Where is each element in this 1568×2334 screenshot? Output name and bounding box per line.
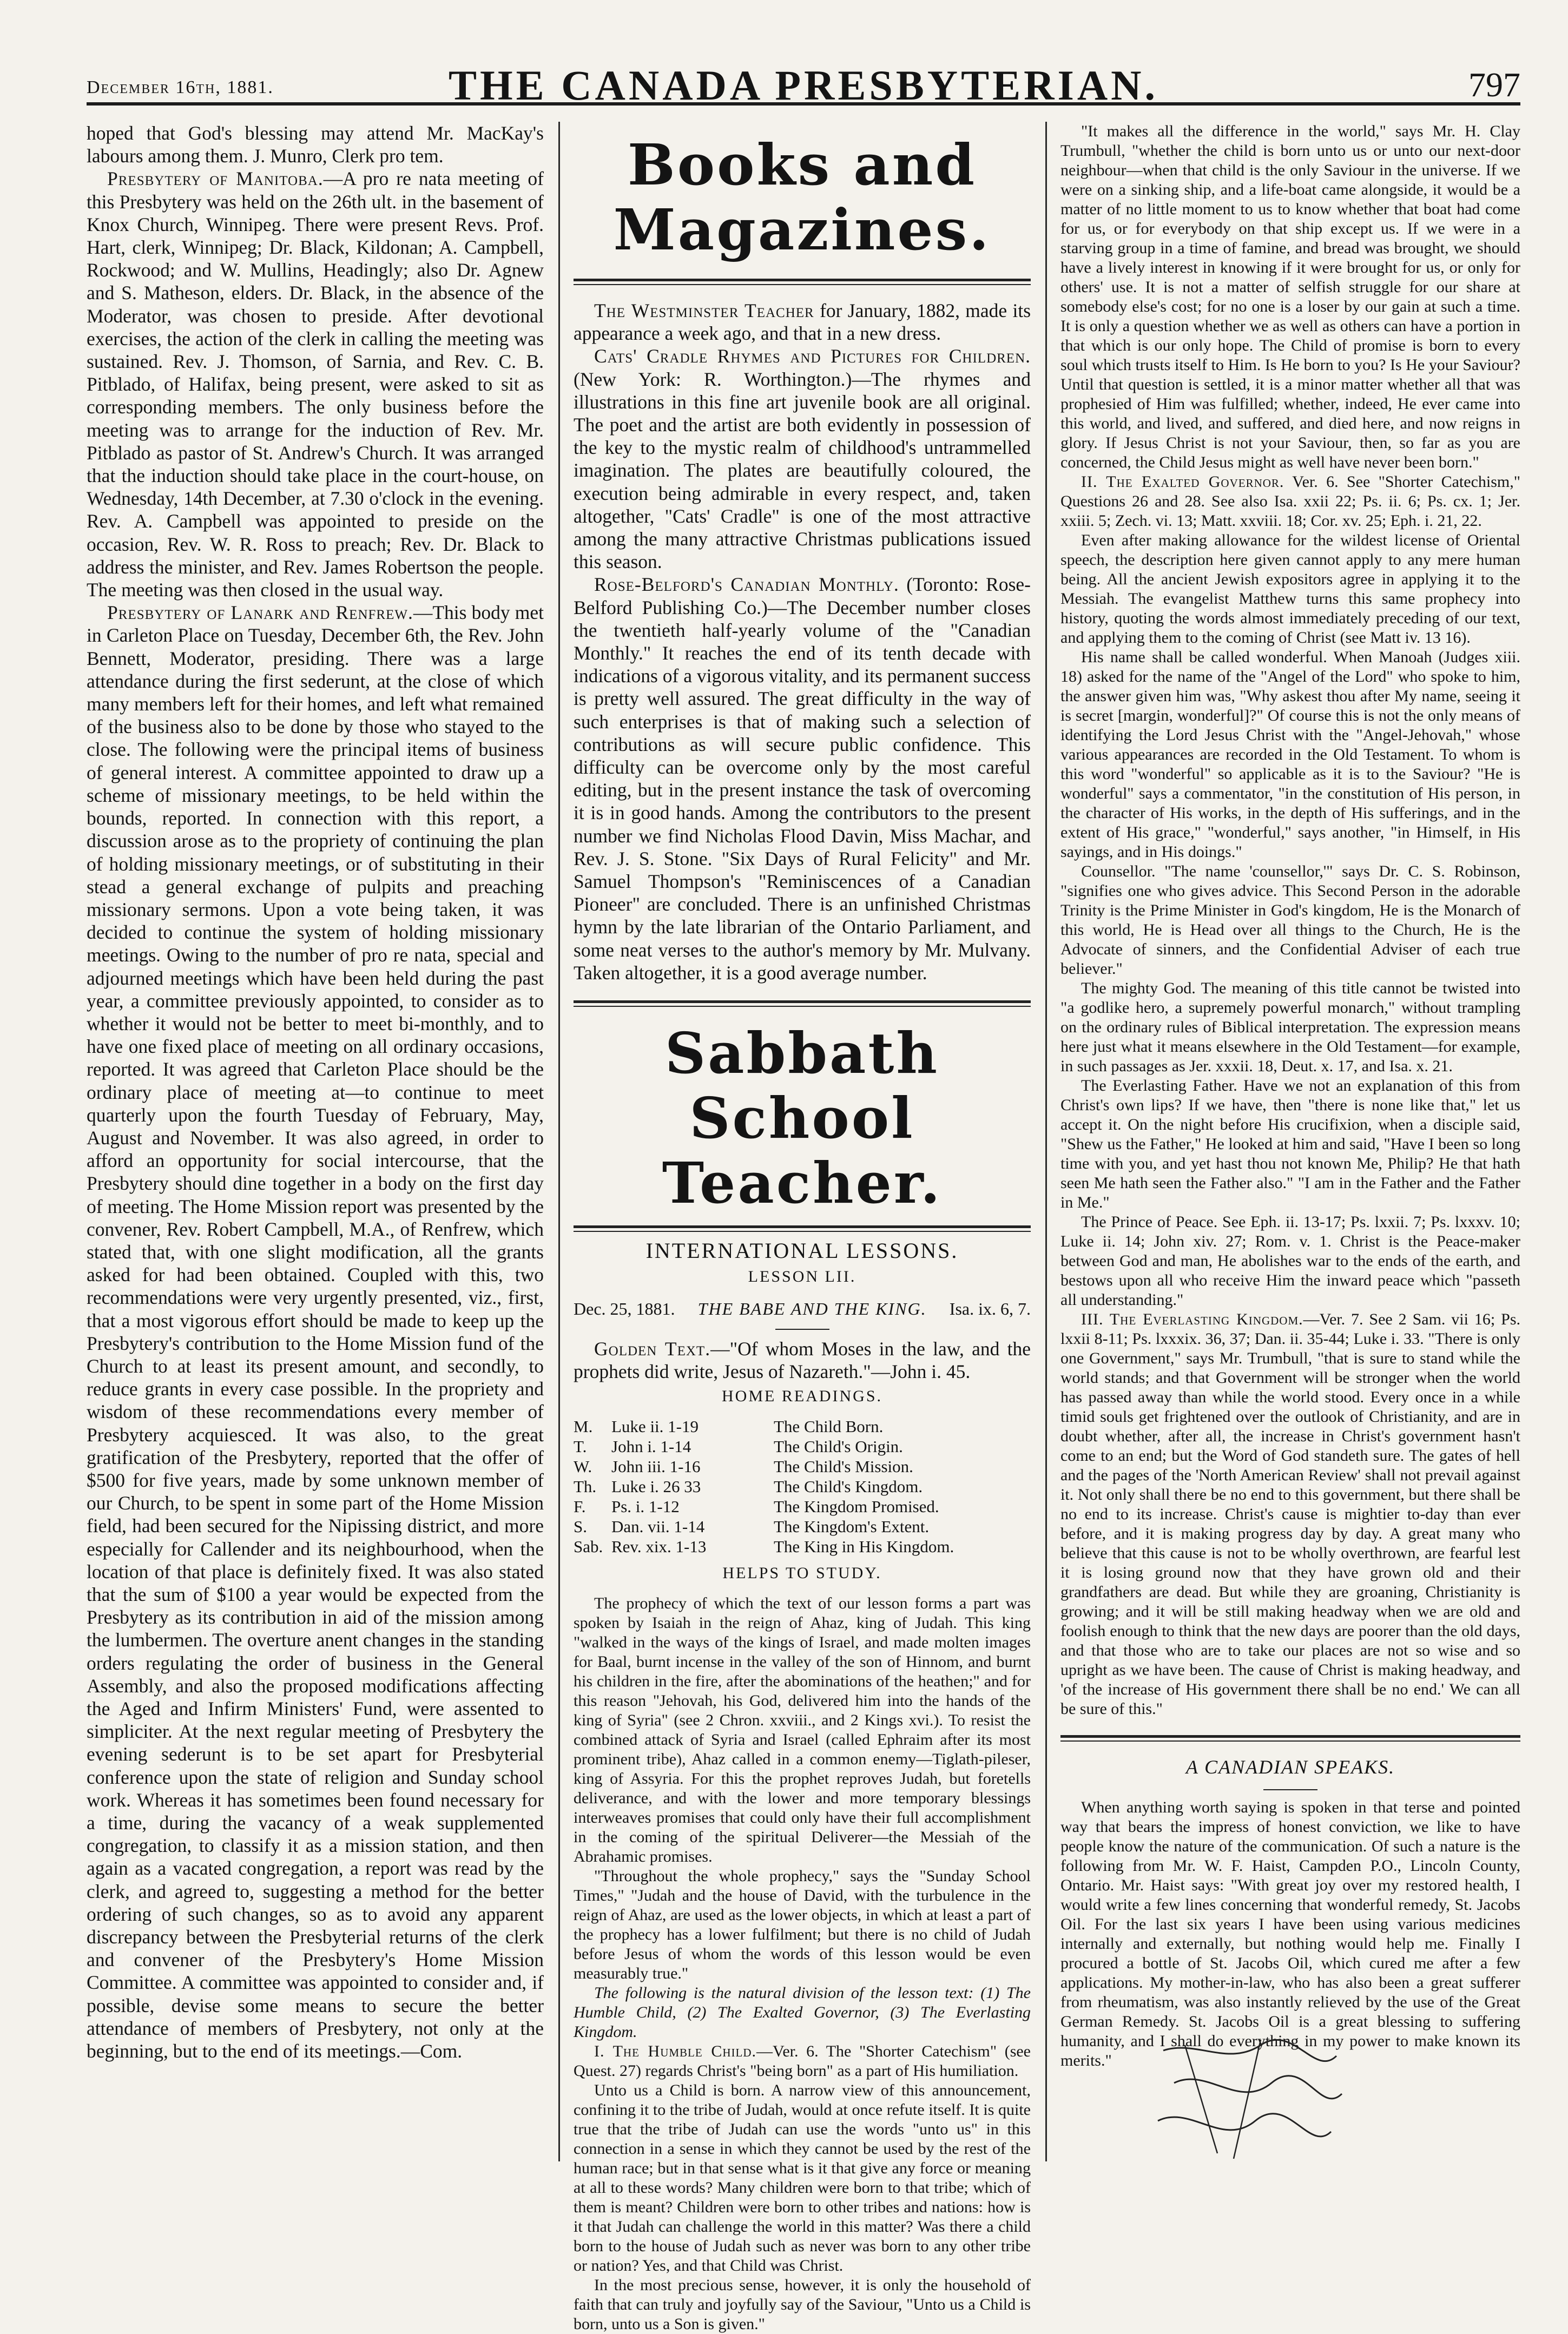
review-canadian-monthly — [574, 573, 1031, 984]
paragraph-text: Ver. 6. See "Shorter Catechism," Questions 26 and 28. See also Isa. xxii 22; Ps. ii. 6; Ps. cx. 1; Jer. xxiii. 5; Zech. vi. 13; Matt. xxviii. 18; Cor. xv. 25; Eph. i. 21, 22. — [1060, 473, 1520, 530]
lesson-title: THE BABE AND THE KING. — [697, 1298, 927, 1318]
page-number: 797 — [1468, 65, 1520, 104]
review-text: for January, 1882, made its appearance a week ago, and that in a new dress. — [574, 300, 1031, 345]
column-divider — [1045, 122, 1047, 2161]
helps-paragraph: The following is the natural division of the lesson text: (1) The Humble Child, (2) The Exalted Governor, (3) The Everlasting Kingdom. — [574, 1983, 1031, 2041]
divider — [574, 1000, 1031, 1007]
column-right — [1060, 122, 1520, 2167]
home-readings-table — [574, 1416, 1031, 1557]
reading-day: F. — [574, 1497, 586, 1517]
reading-ref: Ps. i. 1-12 — [611, 1497, 680, 1517]
reading-title: The King in His Kingdom. — [774, 1537, 954, 1557]
reading-day: W. — [574, 1457, 592, 1476]
section-lead: Presbytery of Lanark and Renfrew. — [107, 602, 413, 624]
helps-paragraph: The prophecy of which the text of our lesson forms a part was spoken by Isaiah in the reign of Ahaz, king of Judah. This king "walked in the ways of the kings of Israel, and made molten images for Baal, burnt incense in the valley of the son of Hinnom, and burnt his children in the fire, after the abominations of the heathen;" and for this reason "Jehovah, his God, delivered him into the hands of the king of Syria" (see 2 Chron. xxviii., and 2 Kings xvi.). To resist the combined attack of Syria and Israel (called Ephraim after its most prominent tribe), Ahaz called in a common enemy—Tiglath-pileser, king of Assyria. For this the prophet reproves Judah, but foretells deliverance, and with the lower and more temporary blessings interweaves promises that could only have their full accomplishment in the coming of the spiritual Deliverer—the Messiah of the Abrahamic promises. — [574, 1594, 1031, 1865]
column-divider — [558, 122, 560, 2161]
reading-row — [574, 1537, 1031, 1557]
reading-title: The Kingdom Promised. — [774, 1497, 939, 1517]
reading-ref: Dan. vii. 1-14 — [611, 1517, 705, 1537]
sabbath-banner — [574, 1021, 1031, 1216]
paragraph-text: —Ver. 6. The "Shorter Catechism" (see Quest. 27) regards Christ's "being born" as a part of His humiliation. — [574, 2042, 1031, 2080]
reading-ref: Luke i. 26 33 — [611, 1477, 701, 1496]
divider — [775, 1329, 829, 1330]
lessons-heading: INTERNATIONAL LESSONS. — [645, 1238, 959, 1263]
reading-title: The Child Born. — [774, 1417, 884, 1436]
home-readings-heading: HOME READINGS. — [722, 1387, 882, 1406]
banner-text: Books and Magazines. — [613, 131, 991, 263]
helps-heading: HELPS TO STUDY. — [722, 1564, 882, 1583]
section-lead: III. The Everlasting Kingdom. — [1081, 1310, 1303, 1328]
issue-date: December 16th, 1881. — [87, 77, 274, 97]
paragraph: The Prince of Peace. See Eph. ii. 13-17; Ps. lxxii. 7; Ps. lxxxv. 10; Luke ii. 14; John xiv. 27; Rom. v. 1. Christ is the Peace-maker between God and man, He abolishes war to the ends of the earth, and bestows upon all who receive Him the inward peace which "passeth all understanding." — [1060, 1213, 1520, 1309]
reading-day: T. — [574, 1437, 587, 1456]
paragraph: Even after making allowance for the wildest license of Oriental speech, the description here given cannot apply to any mere human being. All the ancient Jewish expositors agree in applying it to the Messiah. The evangelist Matthew turns this same prophecy into history, quoting the words almost immediately preceding of our text, and applying them to the coming of Christ (see Matt iv. 13 16). — [1060, 531, 1520, 647]
books-banner — [574, 133, 1031, 262]
helps-paragraph: In the most precious sense, however, it is only the household of faith that can truly and joyfully say of the Saviour, "Unto us a Child is born, unto us a Son is given." — [574, 2276, 1031, 2333]
paragraph-text: —A pro re nata meeting of this Presbytery was held on the 26th ult. in the basement of Knox Church, Winnipeg. There were present Revs. Prof. Hart, clerk, Winnipeg; Dr. Black, Kildonan; A. Campbell, Rockwood; and W. Mullins, Headingly; also Dr. Agnew and S. Matheson, elders. Dr. Black, in the absence of the Moderator, was chosen to preside. After devotional exercises, the action of the clerk in calling the meeting was sustained. Rev. J. Thomson, of Sarnia, and Rev. C. B. Pitblado, of Halifax, being present, were asked to sit as corresponding members. The only business before the meeting was to arrange for the induction of Rev. Mr. Pitblado as pastor of St. Andrew's Church. It was arranged that the induction should take place in the court-house, on Wednesday, 14th December, at 7.30 o'clock in the evening. Rev. A. Campbell was appointed to preside on the occasion, Rev. W. R. Ross to preach; Rev. Dr. Black to address the minister, and Rev. James Robertson the people. The meeting was then closed in the usual way. — [87, 168, 544, 601]
review-title: The Westminster Teacher — [594, 300, 814, 321]
section-lead: I. The Humble Child. — [594, 2042, 756, 2060]
reading-row — [574, 1456, 1031, 1476]
paragraph-text: —Ver. 7. See 2 Sam. vii 16; Ps. lxxii 8-11; Ps. lxxxix. 36, 37; Dan. ii. 35-44; Luke i. 33. "There is only one Government," says Mr. Trumbull, "that is sure to stand while the world stands; and that Government will be stronger when the world has passed away than while the world stood. Every once in a while timid souls get frightened over the outlook of Christianity, and are in doubt whether, after all, the increase in Christ's government hasn't come to an end; but the Word of God standeth sure. The gates of hell and the pages of the 'North American Review' shall not prevail against it. Not only shall there be no end to this government, but there shall be no end to its increase. Christ's cause is mightier to-day than ever before, and it is making progress day by day. A great many who believe that this cause is not to be wholly overthrown, are fearful lest it is losing ground now that they have grown old and their grandfathers are dead. But while they are groaning, Christianity is growing; and it will be still making headway when we are old and foolish enough to think that the new days are poorer than the old days, and that those who are to take our places are not so wise and so upright as we have been. The cause of Christ is making headway, and 'of the increase of His government there shall be no end.' We can all be sure of this." — [1060, 1310, 1520, 1718]
reading-row — [574, 1436, 1031, 1456]
column-left — [87, 122, 544, 2167]
reading-title: The Child's Mission. — [774, 1457, 913, 1476]
helps-paragraph: "Throughout the whole prophecy," says the "Sunday School Times," "Judah and the house of David, with the turbulence in the reign of Ahaz, are used as the lower objects, in which at least a part of the prophecy has a lower fulfilment; but there is no child of Judah before Jesus of whom the words of this lesson would be even measurably true." — [574, 1867, 1031, 1982]
reading-day: S. — [574, 1517, 587, 1537]
advert-text: When anything worth saying is spoken in that terse and pointed way that bears the impress of honest conviction, we like to have people know the nature of the communication. Of such a nature is the following from Mr. W. F. Haist, Campden P.O., Lincoln County, Ontario. Mr. Haist says: "With great joy over my restored health, I would write a few lines concerning that wonderful remedy, St. Jacobs Oil. For the last six years I have been using various medicines internally and externally, but nothing would help me. Finally I procured a bottle of St. Jacobs Oil, which cured me after a few applications. My mother-in-law, who has also been a great sufferer from rheumatism, was also instantly relieved by the use of the Great German Remedy. St. Jacobs Oil is a great blessing to suffering humanity, and I shall do everything in my power to make known its merits." — [1060, 1798, 1520, 2070]
reading-row — [574, 1416, 1031, 1436]
reading-row — [574, 1476, 1031, 1496]
golden-body: —"Of whom Moses in the law, and the prophets did write, Jesus of Nazareth."—John i. 45. — [574, 1337, 1031, 1382]
reading-ref: John i. 1-14 — [611, 1437, 691, 1456]
divider — [1060, 1735, 1520, 1742]
reading-day: Th. — [574, 1477, 597, 1496]
page-header — [87, 46, 1520, 109]
helps-paragraph — [574, 2042, 1031, 2081]
review-title: Cats' Cradle Rhymes and Pictures for Children. — [594, 345, 1031, 367]
divider — [1263, 1789, 1317, 1790]
paragraph: hoped that God's blessing may attend Mr. MacKay's labours among them. J. Munro, Clerk pro tem. — [87, 122, 544, 167]
lesson-title-line — [574, 1297, 1031, 1320]
paragraph: Counsellor. "The name 'counsellor,'" says Dr. C. S. Robinson, "signifies one who gives advice. This Second Person in the adorable Trinity is the Prime Minister in God's kingdom, He is the Monarch of this world, He is Head over all things to the Church, He is the Advocate of sinners, and the Confidential Adviser of each true believer." — [1060, 862, 1520, 978]
divider — [574, 1225, 1031, 1232]
paragraph-lanark — [87, 601, 544, 2062]
golden-text — [574, 1337, 1031, 1383]
reading-ref: Rev. xix. 1-13 — [611, 1537, 707, 1557]
golden-lead: Golden Text. — [594, 1337, 711, 1360]
paragraph-text: —This body met in Carleton Place on Tuesday, December 6th, the Rev. John Bennett, Moderator, presiding. There was a large attendance during the first sederunt, at the close of which many members left for their homes, and left what remained of the business also to be done by those who stayed to the close. The following were the principal items of business of general interest. A committee appointed to draw up a scheme of missionary meetings, to be held within the bounds, reported. In connection with this report, a discussion arose as to the propriety of continuing the plan of holding missionary meetings, or of substituting in their stead a general exchange of pulpits and preaching missionary sermons. Upon a vote being taken, it was decided to continue the system of holding missionary meetings. Owing to the number of pro re nata, special and adjourned meetings which have been held during the past year, a committee previously appointed, to consider as to whether it would not be better to meet bi-monthly, and to have one fixed place of meeting on all ordinary occasions, reported. It was agreed that Carleton Place should be the ordinary place of meeting at—to continue to meet quarterly upon the fourth Tuesday of February, May, August and November. It was also agreed, in order to afford an opportunity for social intercourse, that the Presbytery should dine together in a body on the first day of meeting. The Home Mission report was presented by the convener, Rev. Robert Campbell, M.A., of Renfrew, which stated that, with one slight modification, all the grants asked for had been obtained. Coupled with this, two recommendations were very urgently presented, viz., first, that a most vigorous effort should be made to keep up the Presbytery's contribution to the Home Mission fund of the Church to at least its present amount, and secondly, to reduce grants in every case possible. In the propriety and wisdom of these recommendations every member of Presbytery acquiesced. It was also, to the great gratification of the Presbytery, reported that the offer of $500 for five years, made by some unknown member of our Church, to be spent in some part of the Home Mission field, had been secured for the Nipissing district, and more especially for Callender and its neighbourhood, when the location of that place is definitely fixed. It was also stated that the sum of $100 a year would be expected from the Presbytery as its contribution in aid of the mission among the lumbermen. The overture anent changes in the standing orders regulating the order of business in the General Assembly, and also the proposed modifications affecting the Aged and Infirm Ministers' Fund, were assented to simpliciter. At the next regular meeting of Presbytery the evening sederunt is to be set apart for Presbyterial conference upon the state of religion and Sunday school work. Whereas it has sometimes been found necessary for a time, during the vacancy of a weak supplemented congregation, to classify it as a mission station, and then again as a vacated congregation, a report was read by the clerk, and agreed to, suggesting a method for the better ordering of such changes, so as to avoid any apparent discrepancy between the Presbyterial returns of the clerk and convener of the Presbytery's Home Mission Committee. A committee was appointed to consider and, if possible, devise some means to secure the better attendance of members of Presbytery, not only at the beginning, but to the end of its meetings.—Com. — [87, 602, 544, 2062]
review-title: Rose-Belford's Canadian Monthly. — [594, 573, 899, 596]
paragraph: The Everlasting Father. Have we not an explanation of this from Christ's own lips? If we have, then "there is none like that," let us accept it. On the night before His crucifixion, when a disciple said, "Shew us the Father," He looked at him and said, "Have I been so long time with you, and yet hast thou not known Me, Philip? He that hath seen Me hath seen the Father also." "I am in the Father and the Father in Me." — [1060, 1077, 1520, 1211]
review-text: (Toronto: Rose-Belford Publishing Co.)—The December number closes the twentieth half-yearly volume of the "Canadian Monthly." It reaches the end of its tenth decade with indications of a vigorous vitality, and its permanent success is pretty well assured. The great difficulty in the way of such enterprises is that of making such a selection of contributions as will secure public confidence. This difficulty can be overcome only by the most careful editing, but in the present instance the task of overcoming it is in good hands. Among the contributors to the present number we find Nicholas Flood Davin, Miss Machar, and Rev. J. S. Stone. "Six Days of Rural Felicity" and Mr. Samuel Thompson's "Reminiscences of a Canadian Pioneer" are concluded. There is an unfinished Christmas hymn by the late librarian of the Ontario Parliament, and some neat verses to the author's memory by Mr. Mulvany. Taken altogether, it is a good average number. — [574, 573, 1031, 984]
reading-row — [574, 1496, 1031, 1517]
paragraph: The mighty God. The meaning of this title cannot be twisted into "a godlike hero, a supremely powerful monarch," without trampling on the ordinary rules of Biblical interpretation. The expression means here just what it means elsewhere in the Old Testament—for example, in such passages as Jer. xxxii. 18, Deut. x. 17, and Isa. x. 21. — [1060, 979, 1520, 1075]
helps-paragraph: Unto us a Child is born. A narrow view of this announcement, confining it to the tribe of Judah, would at once refute itself. It is quite true that the tribe of Judah can use the words "unto us" in this connection in a sense in which they cannot be used by the rest of the human race; but in that sense what is it that give any force or meaning at all to these words? Many children were born to that tribe; which of them is meant? Children were born to other tribes and nations: how is it that Judah can challenge the world in this matter? Was there a child born to the house of Judah such as never was born to any other tribe or nation? Yes, and that Child was Christ. — [574, 2081, 1031, 2274]
lesson-reference: Isa. ix. 6, 7. — [949, 1298, 1031, 1318]
paragraph — [1060, 1310, 1520, 1719]
reading-title: The Kingdom's Extent. — [774, 1517, 930, 1537]
banner-text: Sabbath School Teacher. — [662, 1020, 943, 1217]
paragraph: His name shall be called wonderful. When Manoah (Judges xiii. 18) asked for the name of the "Angel of the Lord" who spoke to him, the answer given him was, "Why askest thou after My name, seeing it is secret [margin, wonderful]?" Of course this is not the only means of identifying the Lord Jesus Christ with the "Angel-Jehovah," whose various appearances are recorded in the Old Testament. To whom is this word "wonderful" so applicable as it is to the Saviour? "He is wonderful" says a commentator, "in the constitution of His person, in the character of His works, in the depth of His sufferings, and in the extent of His grace," "wonderful," says another, "in Himself, in His sayings, and in His doings." — [1060, 648, 1520, 861]
paragraph-manitoba — [87, 167, 544, 601]
reading-day: Sab. — [574, 1537, 603, 1557]
section-lead: Presbytery of Manitoba. — [107, 168, 324, 190]
lesson-date: Dec. 25, 1881. — [574, 1298, 675, 1318]
lesson-number: LESSON LII. — [748, 1268, 857, 1286]
pen-scribble-marks — [1152, 2034, 1347, 2164]
review-cats-cradle — [574, 345, 1031, 573]
advert-heading: A CANADIAN SPEAKS. — [1185, 1756, 1395, 1778]
reading-title: The Child's Kingdom. — [774, 1477, 923, 1496]
section-lead: II. The Exalted Governor. — [1081, 473, 1284, 491]
paragraph: "It makes all the difference in the world," says Mr. H. Clay Trumbull, "whether the child is born unto us or unto our next-door neighbour—when that child is the only Saviour in the universe. If we were on a sinking ship, and a life-boat came alongside, it would be a matter of no little moment to us to know whether that boat had come for us, or for everybody on that ship except us. If we were in a starving group in a time of famine, and bread was brought, we should have a lively interest in knowing if it were brought for us, or only for others' use. It is not a matter of selfish struggle for our share at somebody else's cost; for no one is a loser by our gain at such a time. It is only a question whether we as well as others can have a portion in that which is our only hope. The Child of promise is born to every soul which trusts itself to Him. Is He born to you? Is He your Saviour? Until that question is settled, it is a minor matter whether all that was prophesied of Him was fulfilled; whether, indeed, He ever came into this world, and lived, and suffered, and died here, and now reigns in glory. If Jesus Christ is not your Saviour, then, so far as you are concerned, the Child Jesus might as well have never been born." — [1060, 122, 1520, 471]
column-middle — [574, 122, 1031, 2333]
reading-row — [574, 1517, 1031, 1537]
reading-title: The Child's Origin. — [774, 1437, 903, 1456]
masthead-title: THE CANADA PRESBYTERIAN. — [448, 62, 1159, 109]
reading-ref: John iii. 1-16 — [611, 1457, 701, 1476]
reading-day: M. — [574, 1417, 593, 1436]
reading-ref: Luke ii. 1-19 — [611, 1417, 699, 1436]
paragraph — [1060, 472, 1520, 531]
divider — [574, 279, 1031, 285]
review-text: (New York: R. Worthington.)—The rhymes and illustrations in this fine art juvenile book are all original. The poet and the artist are both evidently in possession of the key to the mystic realm of childhood's untrammelled imagination. The plates are beautifully coloured, the execution being admirable in every respect, and, taken altogether, "Cats' Cradle" is one of the most attractive among the many attractive Christmas publications issued this season. — [574, 368, 1031, 573]
review-westminster — [574, 299, 1031, 345]
